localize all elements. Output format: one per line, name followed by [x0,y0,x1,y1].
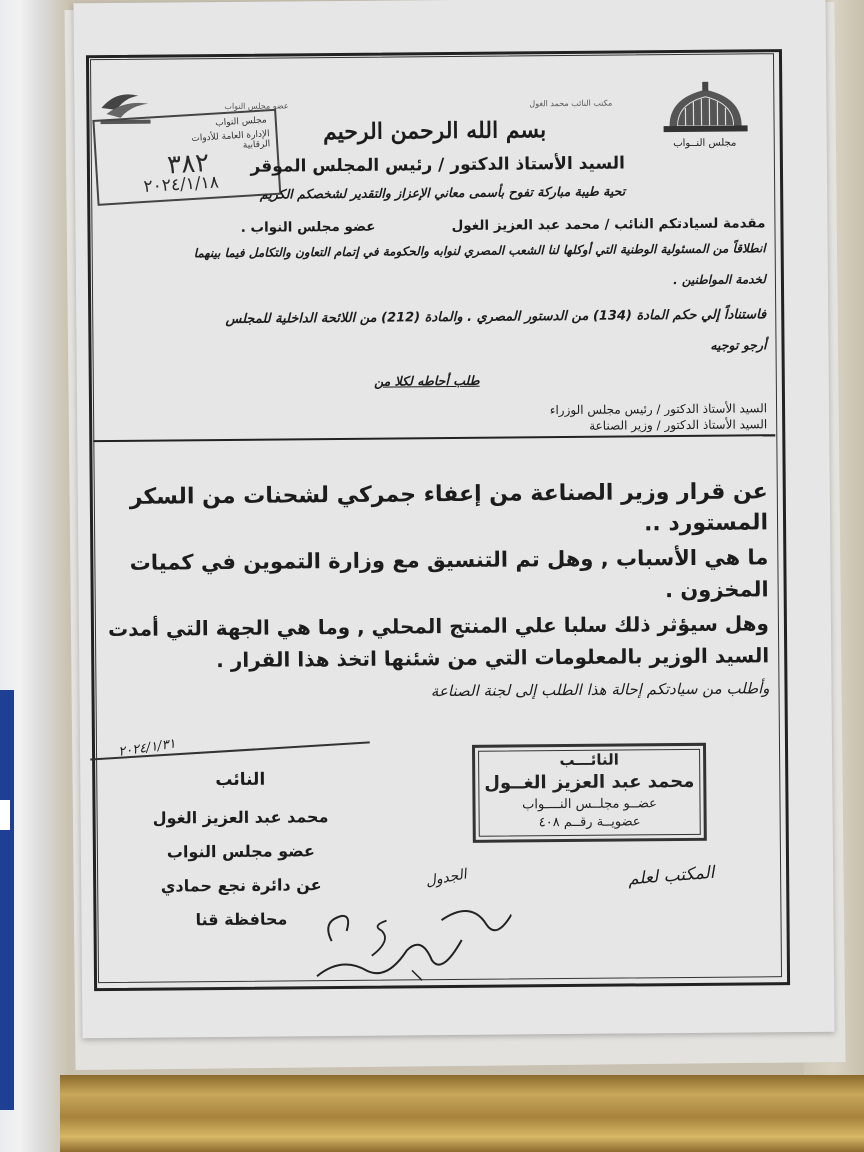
body-line-3: ما هي الأسباب , وهل تم التنسيق مع وزارة التموين في كميات [129,545,769,575]
signature-governorate: محافظة قنا [195,909,288,930]
presented-by-line: مقدمة لسيادتكم النائب / محمد عبد العزيز الغول [451,215,766,235]
request-title: طلب أحاطه لكلا من [374,372,480,389]
intro-paragraph-2-end: أرجو توجيه [710,337,767,353]
signature-district: عن دائرة نجع حمادي [160,875,322,896]
signature-title: النائب [215,769,266,791]
receipt-stamp-label-top: مجلس النواب [214,115,268,129]
addressee-line: السيد الأستاذ الدكتور / رئيس المجلس الموقر [250,153,626,177]
seal-name: محمد عبد العزيز الغــول [484,770,695,794]
body-line-5: وهل سيؤثر ذلك سلبا علي المنتج المحلي , وما هي الجهة التي أمدت [107,611,770,642]
handwritten-date: ٢٠٢٤/١/٣١ [117,736,177,760]
official-seal [472,743,707,843]
greeting-line: تحية طيبة مباركة تفوح بأسمى معاني الإعزاز والتقدير لشخصكم الكريم [259,183,626,202]
dome-caption: مجلس النــواب [673,137,737,150]
background-folder-gap [0,800,10,830]
intro-paragraph-1: انطلاقاً من المسئولية الوطنية التي أوكلها لنا الشعب المصري لنوابه والحكومة في إتمام التعاون والتكامل فيما بينهما [193,241,766,261]
seal-member: عضــو مجلــس النــــواب [522,796,657,813]
body-line-6: السيد الوزير بالمعلومات التي من شئنها اتخذ هذا القرار . [216,643,770,673]
receipt-stamp-number: ٣٨٢ [166,147,211,181]
seal-membership: عضويــة رقــم ٤٠٨ [538,814,641,831]
gold-frame-edge [60,1075,864,1152]
office-label-left: عضو مجلس النواب [224,101,289,111]
office-label-right: مكتب النائب محمد الغول [529,98,613,109]
handwritten-office-note: المكتب لعلم [627,862,716,890]
basmala: بسم الله الرحمن الرحيم [322,117,547,146]
handwritten-committee-note: الجدول [424,866,468,890]
body-line-4: المخزون . [664,577,769,603]
background-blue-folder [0,690,14,1110]
document-page [73,0,834,1038]
handwritten-note: وأطلب من سيادتكم إحالة هذا الطلب إلى لجنة الصناعة [430,679,770,701]
member-line: عضو مجلس النواب . [240,218,376,236]
recipient-2: السيد الأستاذ الدكتور / وزير الصناعة [589,417,768,433]
intro-paragraph-1-end: لخدمة المواطنين . [673,272,766,288]
recipient-1: السيد الأستاذ الدكتور / رئيس مجلس الوزراء [549,401,768,418]
receipt-stamp-label-dept: الإدارة العامة للأدوات الرقابية [191,129,271,151]
signature-name: محمد عبد العزيز الغول [152,807,329,828]
receipt-stamp-date: ٢٠٢٤/١/١٨ [142,172,220,197]
handwritten-signature [311,880,512,992]
body-line-1: عن قرار وزير الصناعة من إعفاء جمركي لشحنات من السكر [129,479,768,510]
seal-title: النائـــب [559,750,619,770]
signature-member: عضو مجلس النواب [166,841,316,862]
intro-paragraph-2: فاستناداً إلي حكم المادة (134) من الدستور المصري . والمادة (212) من اللائحة الداخلية للمجلس [225,307,767,327]
body-line-2: المستورد .. [643,510,769,537]
